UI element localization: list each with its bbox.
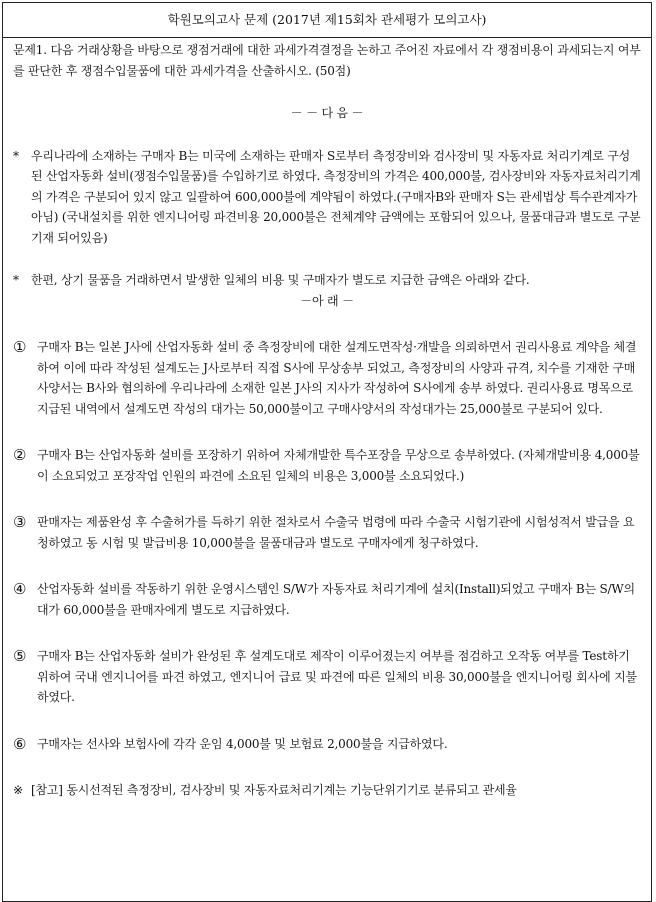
item-text: 산업자동화 설비를 작동하기 위한 운영시스템인 S/W가 자동자료 처리기계에 설치(Install)되었고 구매자 B는 S/W의 대가 60,000불을 판매자에게 별도로 지급하였다. [37, 582, 635, 617]
item-number: ⑥ [13, 734, 27, 753]
item-text: 구매자 B는 산업자동화 설비가 완성된 후 설계도대로 제작이 이루어졌는지 여부를 점검하고 오작동 여부를 Test하기 위하여 국내 엔지니어를 파견 하였고, 엔지니어 급료 및 파견에 따른 일체의 비용 30,000불을 엔지니어링 회사에 지불하였다. [37, 649, 637, 704]
item-number: ② [13, 446, 27, 464]
list-item [13, 646, 641, 708]
list-item [13, 734, 641, 755]
document-title: 학원모의고사 문제 (2017년 제15회차 관세평가 모의고사) [3, 3, 651, 38]
note-mark: ※ [13, 783, 23, 797]
document-frame [2, 2, 652, 902]
bullet-mark: * [13, 273, 19, 287]
note-paragraph [13, 780, 641, 801]
list-item [13, 337, 641, 419]
item-number: ③ [13, 513, 27, 531]
note-text: [참고] 동시선적된 측정장비, 검사장비 및 자동자료처리기계는 기능단위기기로 분류되고 관세율 [31, 783, 517, 797]
bullet-text: 우리나라에 소재하는 구매자 B는 미국에 소재하는 판매자 S로부터 측정장비와 검사장비 및 자동자료 처리기계로 구성된 산업자동화 설비(쟁점수입물품)를 수입하기로 하였다. 측정장비의 가격은 400,000불, 검사장비와 자동자료처리기계의 가격은 구분되어 있지 않고 일괄하여 600,000불에 계약됨이 하였다.(구매자B와 판매자 S는 관세법상 특수관계자가 아님) (국내설치를 위한 엔지니어링 파견비용 20,000불은 전체계약 금액에는 포함되어 있으나, 물품대금과 별도로 구분기재 되어있음) [31, 148, 641, 245]
list-item [13, 579, 641, 620]
item-number: ⑤ [13, 647, 27, 665]
list-item [13, 512, 641, 553]
list-item [13, 445, 641, 486]
question-text: 문제1. 다음 거래상황을 바탕으로 쟁점거래에 대한 과세가격결정을 논하고 주어진 자료에서 각 쟁점비용이 과세되는지 여부를 판단한 후 쟁점수입물품에 대한 과세가격을 산출하시오. (50점) [13, 43, 641, 78]
item-text: 구매자 B는 일본 J사에 산업자동화 설비 중 측정장비에 대한 설계도면작성·개발을 의뢰하면서 권리사용료 계약을 체결하여 이에 따라 작성된 설계도는 J사로부터 직접 S사에 무상송부 되었고, 측정장비의 사양과 규격, 치수를 기재한 구매사양서는 B사와 협의하에 우리나라에 소재한 일본 J사의 지사가 작성하여 S사에게 송부 하였다. 권리사용료 명목으로 지급된 내역에서 설계도면 작성의 대가는 50,000불이고 구매사양서의 작성대가는 25,000불로 구분되어 있다. [37, 340, 637, 416]
item-number: ④ [13, 580, 27, 598]
item-text: 구매자는 선사와 보험사에 각각 운임 4,000불 및 보험료 2,000불을 지급하였다. [37, 736, 448, 751]
item-text: 판매자는 제품완성 후 수출허가를 득하기 위한 절차로서 수출국 법령에 따라 수출국 시험기관에 시험성적서 발급을 요청하였고 동 시험 및 발급비용 10,000불을 물품대금과 별도로 구매자에게 청구하였다. [37, 515, 635, 550]
heading-below: －아 래 － [300, 293, 354, 308]
bullet-paragraph-1 [13, 146, 641, 249]
bullet-mark: * [13, 148, 19, 163]
heading-next: － － 다 음 － [290, 106, 364, 120]
document-body [3, 38, 651, 801]
item-text: 구매자 B는 산업자동화 설비를 포장하기 위하여 자체개발한 특수포장을 무상으로 송부하였다. (자체개발비용 4,000불이 소요되었고 포장작업 인원의 파견에 소요된 일체의 비용은 3,000불 소요되었다.) [37, 448, 640, 483]
bullet-paragraph-2 [13, 270, 641, 291]
item-number: ① [13, 338, 27, 356]
bullet-text: 한편, 상기 물품을 거래하면서 발생한 일체의 비용 및 구매자가 별도로 지급한 금액은 아래와 같다. [31, 273, 530, 287]
